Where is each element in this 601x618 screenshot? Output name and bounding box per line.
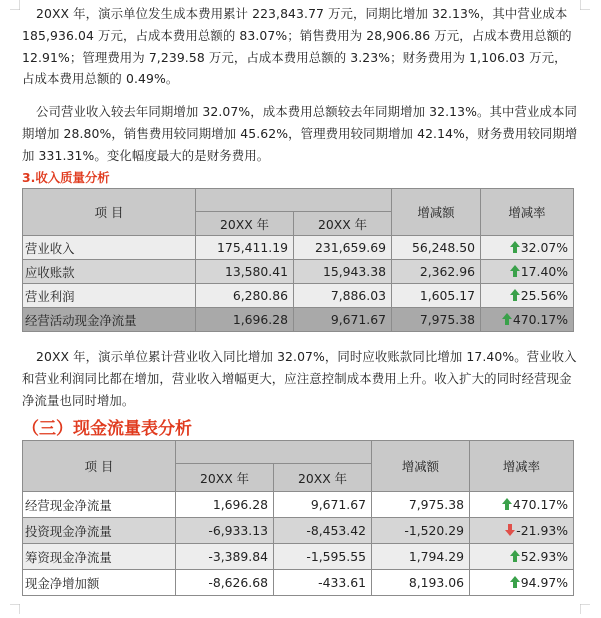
row-rate: 470.17% (512, 312, 568, 327)
arrow-up-icon (510, 550, 520, 562)
table-row (23, 308, 574, 332)
header-years-group (176, 441, 372, 464)
cashflow-table (22, 440, 574, 596)
income-quality-table (22, 188, 574, 332)
header-year1: 20XX 年 (176, 464, 274, 492)
row-name: 现金净增加额 (23, 570, 176, 596)
table-row (23, 260, 574, 284)
header-item: 项 目 (23, 189, 196, 236)
table-row (23, 518, 574, 544)
header-year2: 20XX 年 (294, 212, 392, 236)
row-name: 营业利润 (23, 284, 196, 308)
row-rate: -21.93% (516, 523, 568, 538)
table-row (23, 492, 574, 518)
crop-mark-top-right (580, 0, 590, 10)
arrow-up-icon (502, 313, 512, 325)
row-value-year2: -1,595.55 (274, 544, 372, 570)
header-item: 项 目 (23, 441, 176, 492)
row-value-year1: -6,933.13 (176, 518, 274, 544)
row-value-year1: 1,696.28 (176, 492, 274, 518)
row-value-year1: -3,389.84 (176, 544, 274, 570)
row-rate: 52.93% (520, 549, 568, 564)
row-change: 7,975.38 (372, 492, 470, 518)
row-change: 2,362.96 (392, 260, 481, 284)
row-name: 应收账款 (23, 260, 196, 284)
row-rate: 17.40% (520, 264, 568, 279)
row-change: -1,520.29 (372, 518, 470, 544)
arrow-up-icon (502, 498, 512, 510)
row-value-year2: 9,671.67 (294, 308, 392, 332)
arrow-down-icon (505, 524, 515, 536)
header-years-group (196, 189, 392, 212)
arrow-up-icon (510, 241, 520, 253)
table-row (23, 544, 574, 570)
table-row (23, 284, 574, 308)
crop-mark-bottom-right (580, 604, 590, 614)
row-rate: 470.17% (512, 497, 568, 512)
row-value-year2: 15,943.38 (294, 260, 392, 284)
row-value-year2: 231,659.69 (294, 236, 392, 260)
income-quality-heading: 3.收入质量分析 (22, 170, 110, 185)
row-change: 7,975.38 (392, 308, 481, 332)
row-change: 1,605.17 (392, 284, 481, 308)
row-change: 1,794.29 (372, 544, 470, 570)
row-value-year1: 1,696.28 (196, 308, 294, 332)
row-rate: 94.97% (520, 575, 568, 590)
cost-summary-paragraph: 20XX 年，演示单位发生成本费用累计 223,843.77 万元，同期比增加 32.13%，其中营业成本 185,936.04 万元，占成本费用总额的 83.07%；销售费用为 28,906.86 万元，占成本费用总额的 12.91%；管理费用为 7,239.58 万元，占成本费用总额的 3.23%；财务费用为 1,106.03 万元，占成本费用总额的 0.49%。 (22, 6, 572, 87)
header-change: 增减额 (392, 189, 481, 236)
row-value-year2: -433.61 (274, 570, 372, 596)
row-rate: 32.07% (520, 240, 568, 255)
row-name: 筹资现金净流量 (23, 544, 176, 570)
row-name: 投资现金净流量 (23, 518, 176, 544)
income-analysis-paragraph: 20XX 年，演示单位累计营业收入同比增加 32.07%，同时应收账款同比增加 17.40%。营业收入和营业利润同比都在增加，营业收入增幅更大，应注意控制成本费用上升。收入扩大的同时经营现金净流量也同时增加。 (22, 349, 577, 408)
row-value-year1: 13,580.41 (196, 260, 294, 284)
cashflow-heading: （三）现金流量表分析 (22, 419, 192, 439)
row-value-year1: 175,411.19 (196, 236, 294, 260)
cost-change-paragraph: 公司营业收入较去年同期增加 32.07%，成本费用总额较去年同期增加 32.13%。其中营业成本同期增加 28.80%，销售费用较同期增加 45.62%，管理费用较同期增加 42.14%，财务费用较同期增加 331.31%。变化幅度最大的是财务费用。 (22, 104, 578, 163)
arrow-up-icon (510, 576, 520, 588)
header-change: 增减额 (372, 441, 470, 492)
header-rate: 增减率 (470, 441, 574, 492)
crop-mark-top-left (10, 0, 20, 10)
arrow-up-icon (510, 265, 520, 277)
row-value-year2: 7,886.03 (294, 284, 392, 308)
table-row (23, 236, 574, 260)
row-name: 营业收入 (23, 236, 196, 260)
header-year2: 20XX 年 (274, 464, 372, 492)
row-value-year2: -8,453.42 (274, 518, 372, 544)
row-change: 8,193.06 (372, 570, 470, 596)
row-name: 经营现金净流量 (23, 492, 176, 518)
row-rate: 25.56% (520, 288, 568, 303)
crop-mark-bottom-left (10, 604, 20, 614)
row-value-year1: 6,280.86 (196, 284, 294, 308)
header-rate: 增减率 (481, 189, 574, 236)
header-year1: 20XX 年 (196, 212, 294, 236)
row-value-year2: 9,671.67 (274, 492, 372, 518)
row-name: 经营活动现金净流量 (23, 308, 196, 332)
row-change: 56,248.50 (392, 236, 481, 260)
row-value-year1: -8,626.68 (176, 570, 274, 596)
arrow-up-icon (510, 289, 520, 301)
table-row (23, 570, 574, 596)
